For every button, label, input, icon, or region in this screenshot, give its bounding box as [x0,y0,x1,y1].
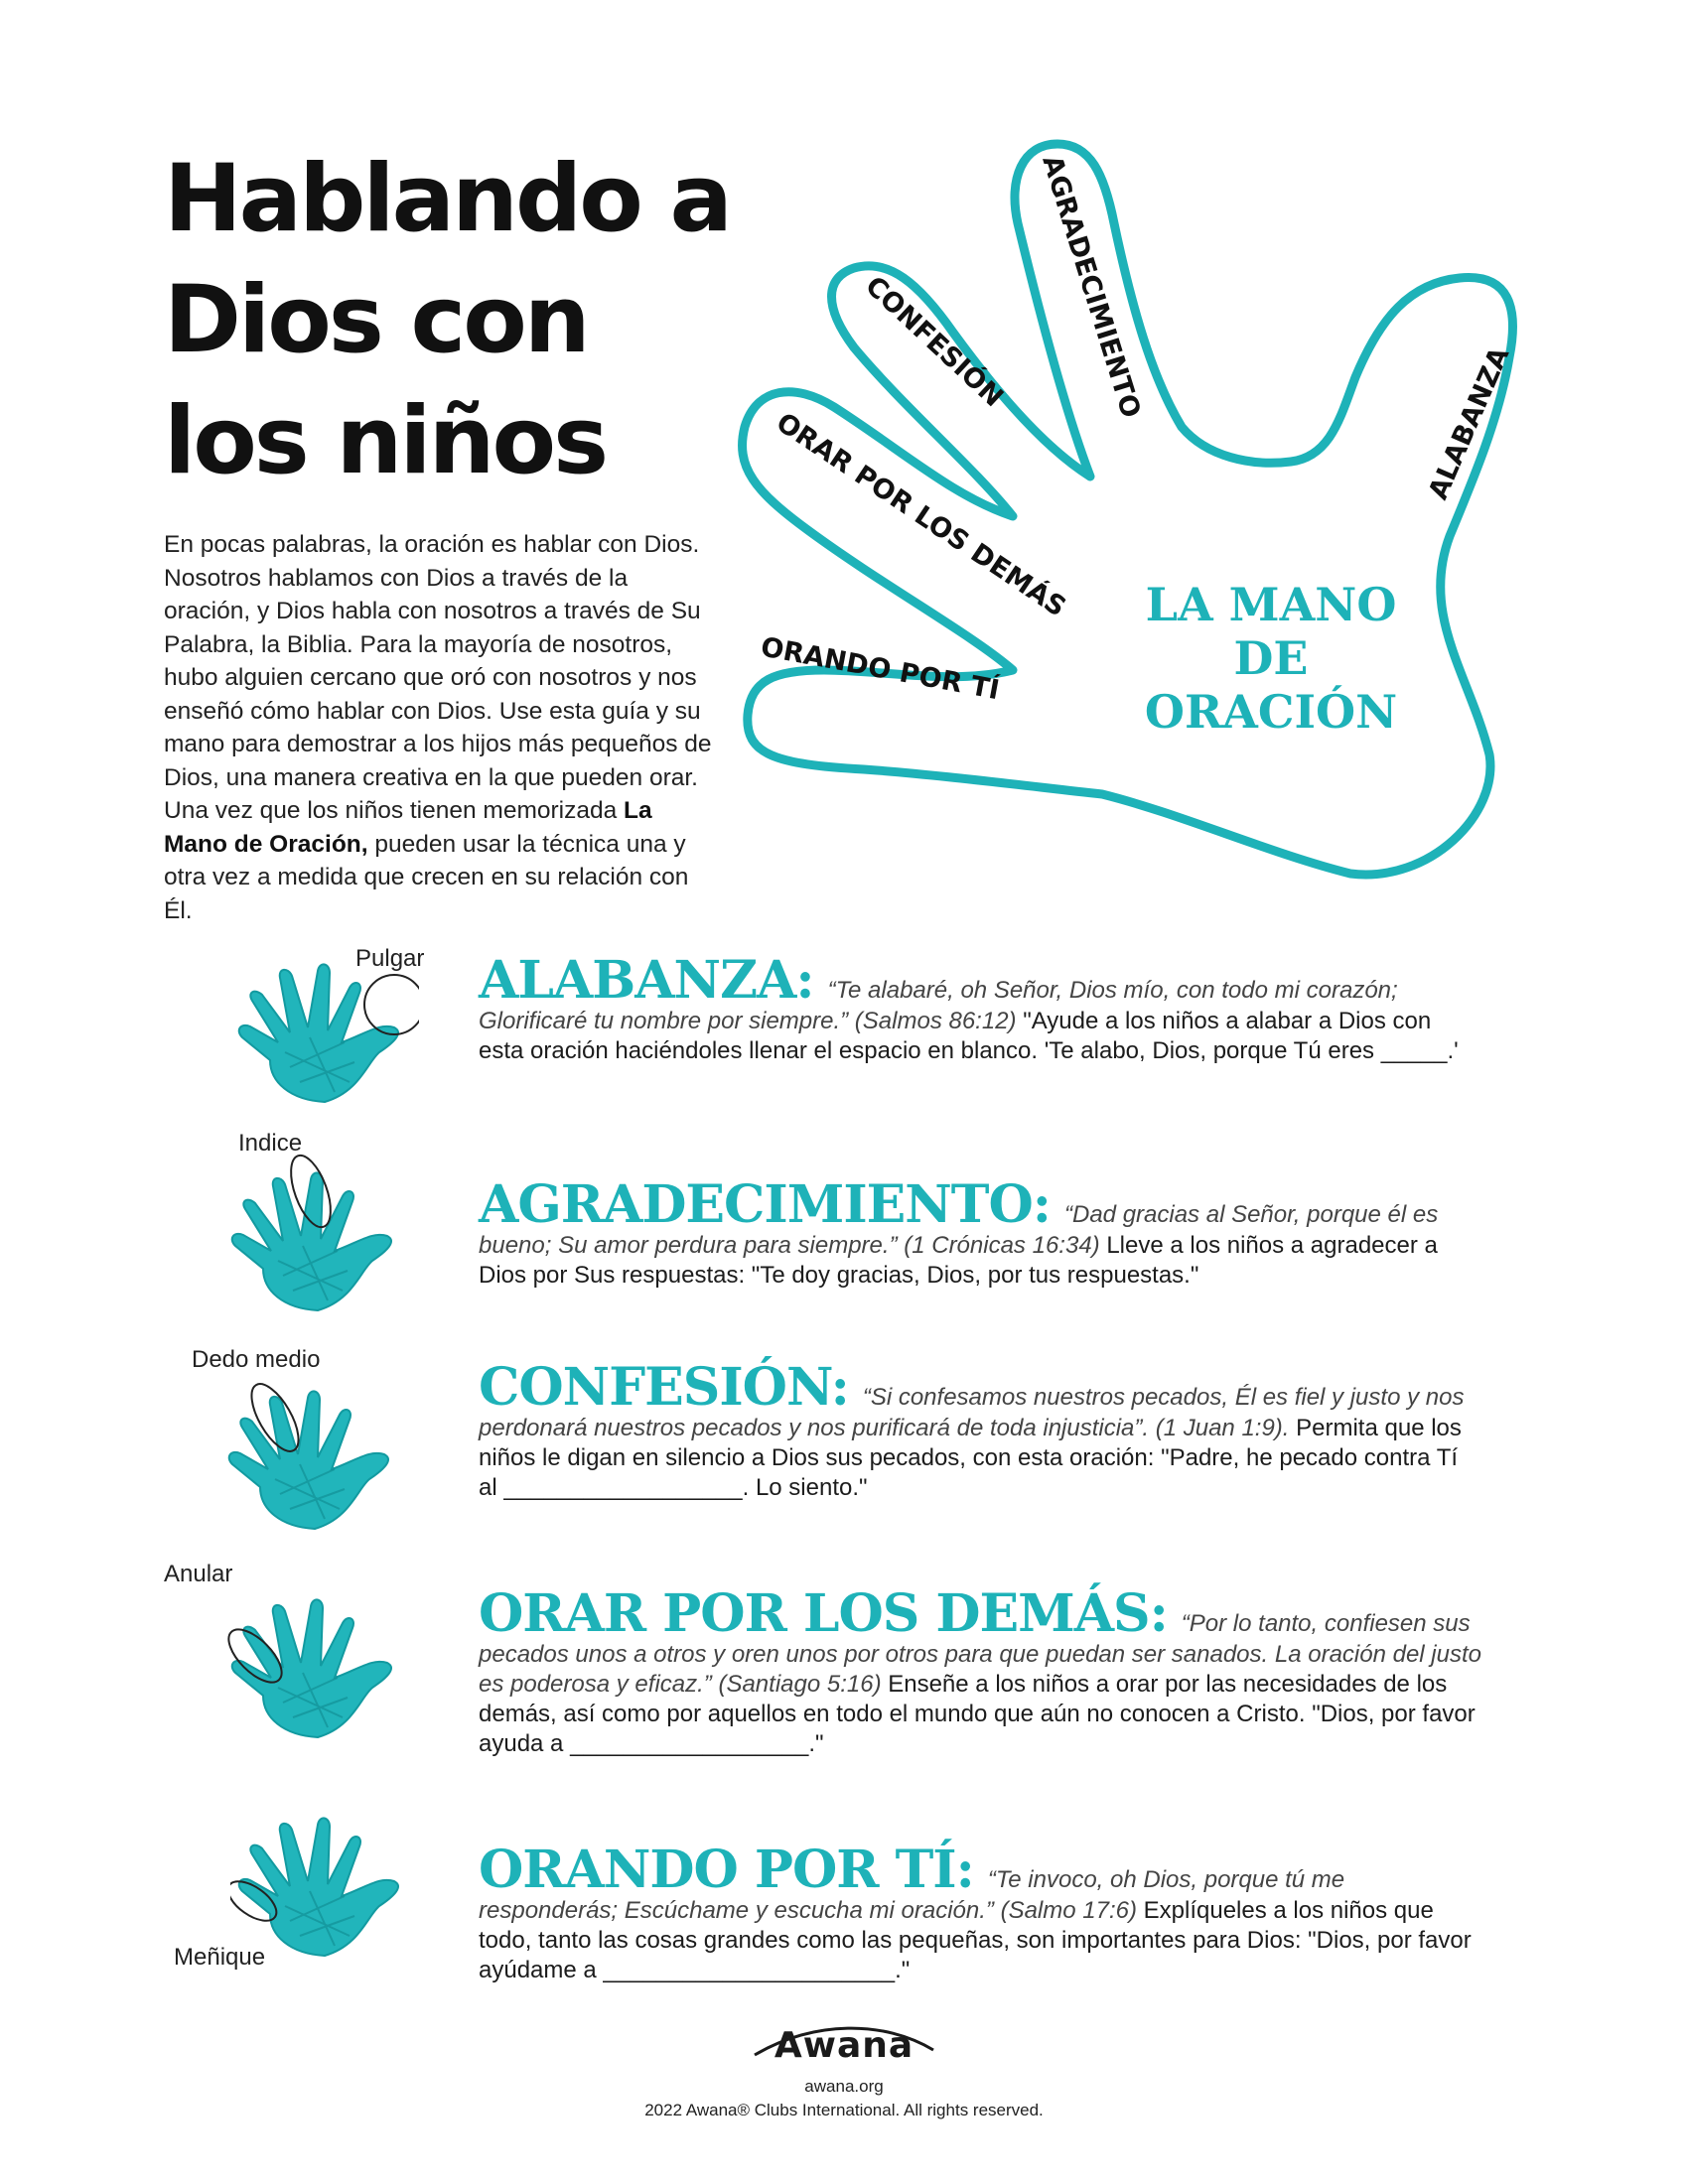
intro-highlight: La Mano de Oración, [164,797,652,858]
section-heading: CONFESIÓN: [479,1357,849,1418]
intro-text-before: En pocas palabras, la oración es hablar con Dios. Nosotros hablamos con Dios a través de la oración, y Dios habla con nosotros a través de Su Palabra, la Biblia. Para la mayoría de nosotros, hubo alguien cercano que oró con nosotros y nos enseñó cómo hablar con Dios. Use esta guía y su mano para demostrar a los hijos más pequeños de Dios, una manera creativa en la que pueden orar. Una vez que los niños tienen memorizada [164,531,712,824]
section-confesion [479,1357,1481,1503]
section-heading: ORAR POR LOS DEMÁS: [479,1583,1168,1644]
section-alabanza [479,950,1481,1066]
section-quote: “Si confesamos nuestros pecados, Él es fiel y justo y nos perdonará nuestros pecados y nos purificará de toda injusticia”. (1 Juan 1:9). [479,1384,1465,1441]
page-title [164,139,760,502]
finger-label-alabanza: ALABANZA [1422,342,1516,504]
section-body: Explíqueles a los niños que todo, tanto las cosas grandes como las pequeñas, son importantes para Dios: "Dios, por favor ayúdame a ______________________." [479,1897,1472,1983]
section-body: Lleve a los niños a agradecer a Dios por Sus respuestas: "Te doy gracias, Dios, por tus respuestas." [479,1232,1438,1289]
title-line-2: Dios con [164,266,588,374]
hand-middle-icon [220,1370,409,1539]
section-body: Enseñe a los niños a orar por las necesidades de los demás, así como por aquellos en todo el mundo que aún no conocen a Cristo. "Dios, por favor ayuda a __________________." [479,1671,1476,1757]
hand-title-line-2: DE [1233,631,1309,685]
title-line-1: Hablando a [164,145,730,253]
finger-label-dedo-medio: Dedo medio [192,1346,321,1373]
hand-title-line-3: ORACIÓN [1144,685,1398,739]
finger-label-anular: Anular [164,1561,233,1587]
finger-label-indice: Indice [238,1130,303,1157]
finger-label-menique: Meñique [174,1944,266,1971]
logo-text: Awana [774,2025,914,2066]
awana-logo [735,2025,953,2075]
section-orando-por-ti [479,1840,1481,1985]
footer-copyright: 2022 Awana® Clubs International. All rights reserved. [644,2101,1044,2119]
finger-label-pulgar: Pulgar [355,945,425,972]
section-quote: “Te invoco, oh Dios, porque tú me responderás; Escúchame y escucha mi oración.” (Salmo 17:6) [479,1866,1345,1924]
title-line-3: los niños [164,387,607,495]
hand-title [1112,578,1430,739]
finger-label-orar-por-los-demas: ORAR POR LOS DEMÁS [771,407,1071,623]
prayer-hand-illustration [715,119,1609,913]
hand-thumb-icon [230,943,419,1112]
finger-label-orando-por-ti: ORANDO POR TÍ [758,631,1002,707]
hand-pinky-icon [230,1797,419,1966]
section-orar-por-los-demas [479,1583,1482,1759]
section-heading: AGRADECIMIENTO: [479,1174,1051,1235]
finger-label-agradecimiento: AGRADECIMIENTO [1036,151,1147,422]
section-heading: ORANDO POR TÍ: [479,1840,974,1900]
section-quote: “Por lo tanto, confiesen sus pecados unos a otros y oren unos por otros para que puedan ser sanados. La oración del justo es poderosa y eficaz.” (Santiago 5:16) [479,1610,1482,1698]
hand-index-icon [223,1152,412,1320]
section-heading: ALABANZA: [479,950,814,1011]
intro-paragraph [164,528,720,927]
section-quote: “Dad gracias al Señor, porque él es bueno; Su amor perdura para siempre.” (1 Crónicas 16:34) [479,1201,1439,1259]
intro-text-after: pueden usar la técnica una y otra vez a medida que crecen en su relación con Él. [164,830,689,924]
hand-ring-icon [223,1578,412,1747]
section-body: Permita que los niños le digan en silencio a Dios sus pecados, con esta oración: "Padre, he pecado contra Tí al __________________. Lo siento." [479,1415,1462,1501]
section-quote: “Te alabaré, oh Señor, Dios mío, con todo mi corazón; Glorificaré tu nombre por siempre.” (Salmos 86:12) [479,977,1398,1034]
section-body: "Ayude a los niños a alabar a Dios con esta oración haciéndoles llenar el espacio en blanco. 'Te alabo, Dios, porque Tú eres _____.' [479,1008,1459,1064]
finger-label-confesion: CONFESIÓN [859,270,1010,414]
section-agradecimiento [479,1174,1481,1291]
hand-outline [743,144,1516,875]
footer-url[interactable]: awana.org [804,2077,884,2096]
hand-title-line-1: LA MANO [1145,578,1397,631]
